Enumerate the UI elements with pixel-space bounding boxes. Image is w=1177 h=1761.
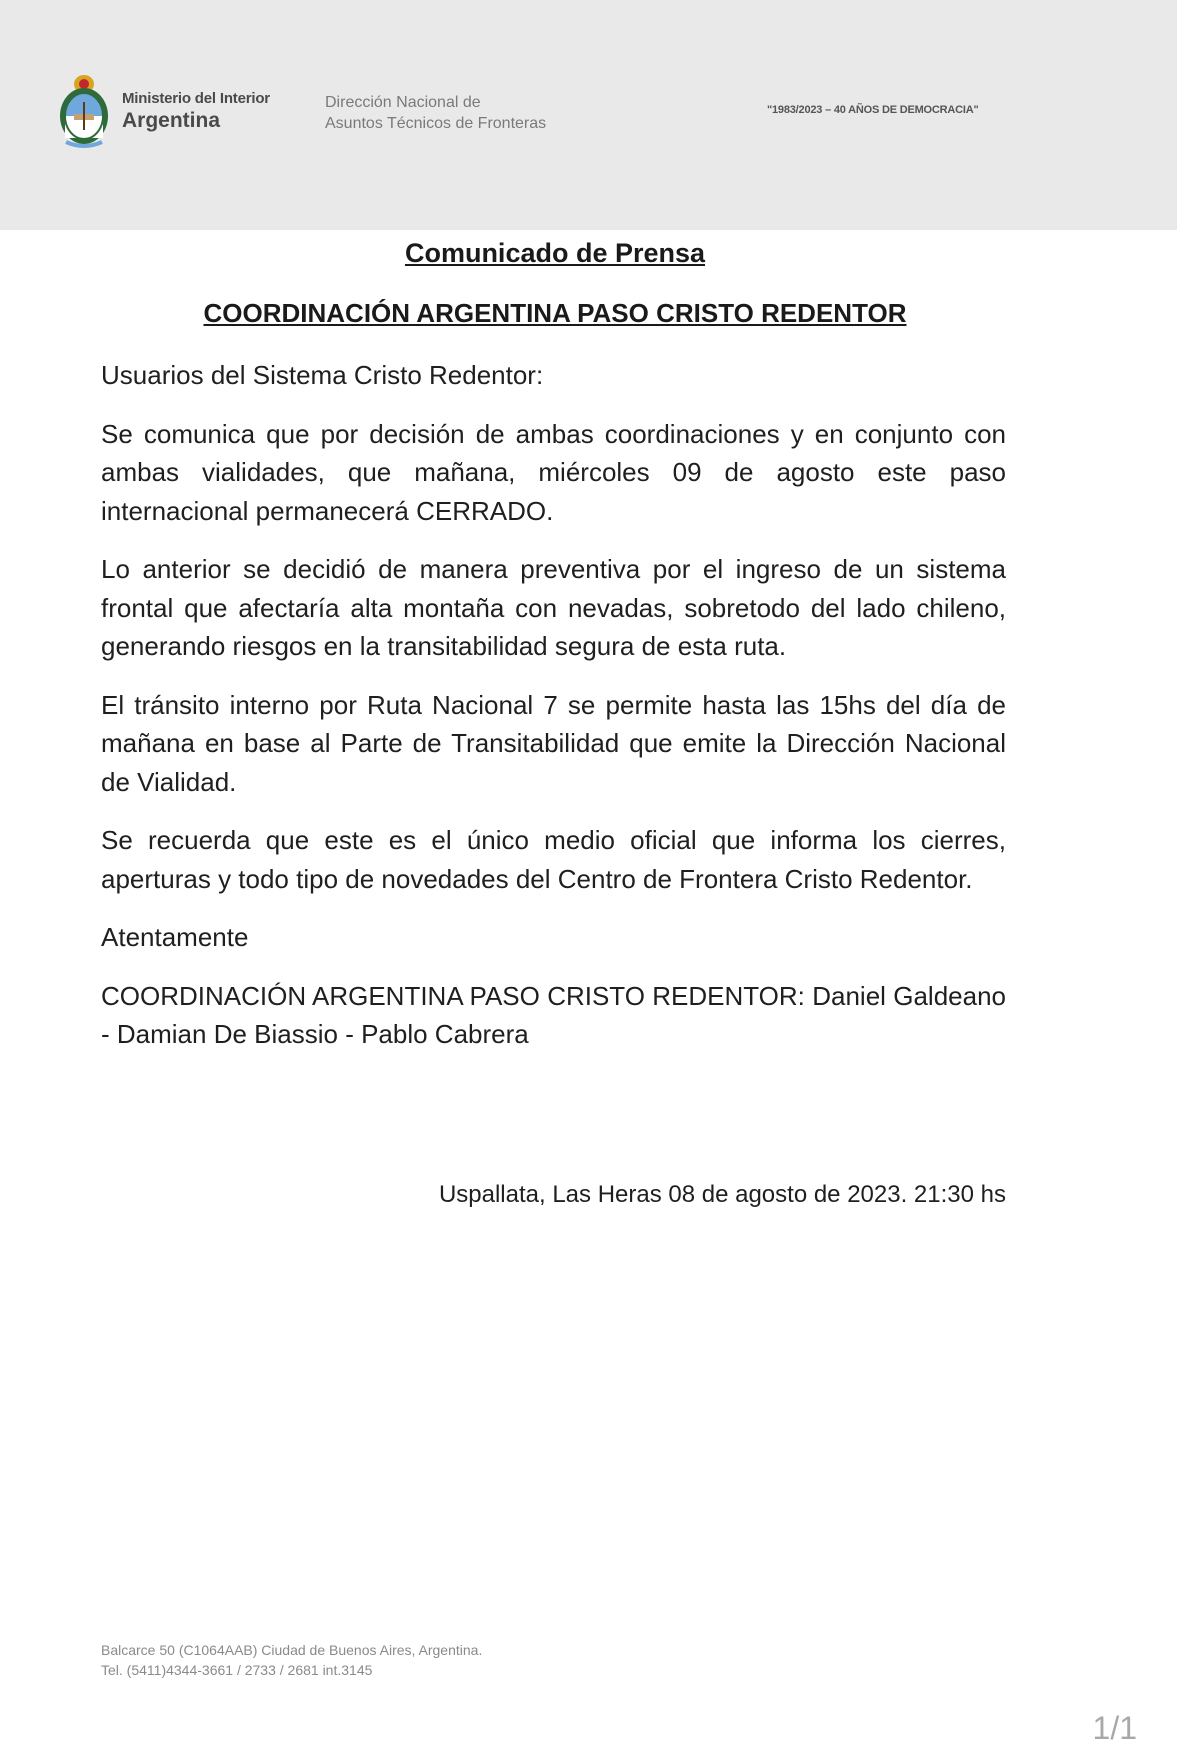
paragraph-official-channel: Se recuerda que este es el único medio oficial que informa los cierres, aperturas y todo tipo de novedades del Centro de Frontera Cristo Redentor. <box>101 825 1006 894</box>
page-indicator: 1/1 <box>1092 1710 1137 1746</box>
argentina-coat-of-arms-icon <box>56 68 112 150</box>
direccion-line2: Asuntos Técnicos de Fronteras <box>325 115 547 132</box>
paragraph-closure: Se comunica que por decisión de ambas coordinaciones y en conjunto con ambas vialidades, que mañana, miércoles 09 de agosto este paso internacional permanecerá CERRADO. <box>101 418 1006 526</box>
country-name: Argentina <box>122 109 221 132</box>
footer-address: Balcarce 50 (C1064AAB) Ciudad de Buenos Aires, Argentina. <box>101 1642 483 1658</box>
document-subtitle: COORDINACIÓN ARGENTINA PASO CRISTO REDENTOR <box>203 298 907 328</box>
paragraph-reason: Lo anterior se decidió de manera preventiva por el ingreso de un sistema frontal que afectaría alta montaña con nevadas, sobretodo del lado chileno, generando riesgos en la transitabilidad segura de esta ruta. <box>101 554 1006 661</box>
ministry-logo-text <box>122 90 270 134</box>
signatories: COORDINACIÓN ARGENTINA PASO CRISTO REDENTOR: Daniel Galdeano - Damian De Biassio - Pablo Cabrera <box>101 980 1006 1049</box>
direccion-line1: Dirección Nacional de <box>325 94 481 111</box>
footer <box>101 1640 482 1680</box>
greeting: Usuarios del Sistema Cristo Redentor: <box>101 360 544 390</box>
direccion-name <box>325 92 546 134</box>
letterhead <box>0 0 1177 230</box>
footer-phone: Tel. (5411)4344-3661 / 2733 / 2681 int.3145 <box>101 1662 373 1678</box>
paragraph-transit: El tránsito interno por Ruta Nacional 7 se permite hasta las 15hs del día de mañana en base al Parte de Transitabilidad que emite la Dirección Nacional de Vialidad. <box>101 689 1006 797</box>
date-line: Uspallata, Las Heras 08 de agosto de 2023. 21:30 hs <box>438 1181 1006 1208</box>
ministry-name: Ministerio del Interior <box>122 90 270 107</box>
closing: Atentamente <box>101 922 249 952</box>
document-title: Comunicado de Prensa <box>404 238 706 268</box>
document-body <box>101 356 1006 1074</box>
democracy-motto: "1983/2023 – 40 AÑOS DE DEMOCRACIA" <box>767 104 979 116</box>
